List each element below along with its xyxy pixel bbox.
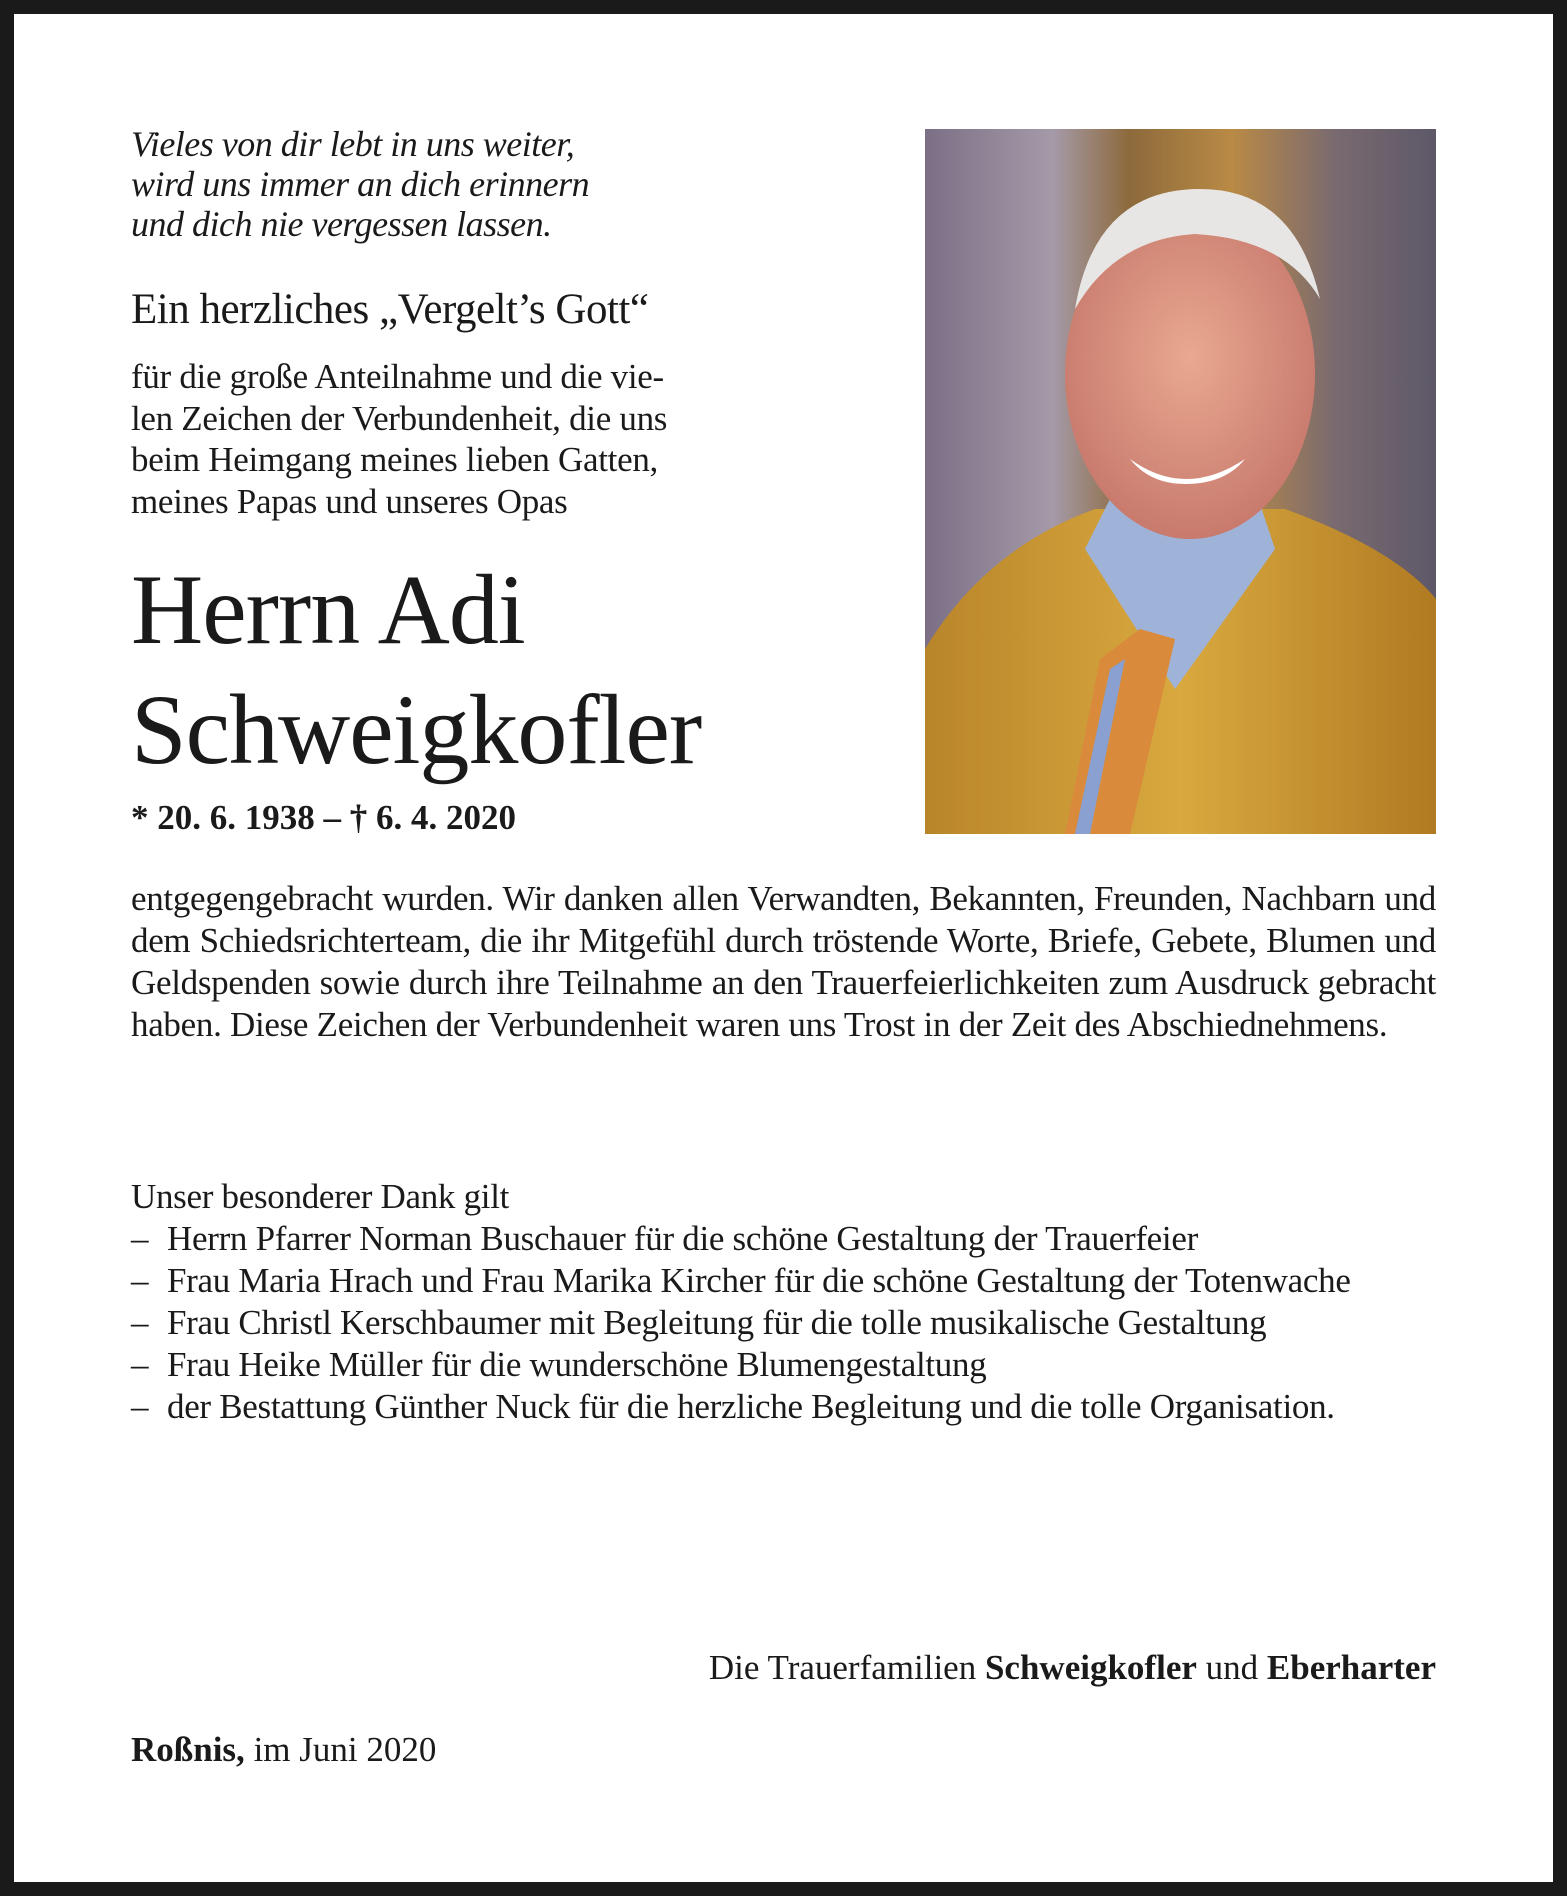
signature xyxy=(709,1648,1436,1688)
motto-line: Vieles von dir lebt in uns weiter, xyxy=(131,124,575,164)
motto-line: und dich nie vergessen lassen. xyxy=(131,204,552,244)
list-item-text: der Bestattung Günther Nuck für die herzliche Begleitung und die tolle Organisation. xyxy=(167,1387,1335,1426)
list-item xyxy=(131,1386,1436,1428)
intro-line: beim Heimgang meines lieben Gatten, xyxy=(131,440,658,479)
dash-marker: – xyxy=(131,1219,149,1258)
name-line: Herrn Adi xyxy=(131,554,525,665)
signature-and: und xyxy=(1205,1648,1259,1687)
dash-marker: – xyxy=(131,1261,149,1300)
dash-marker: – xyxy=(131,1387,149,1426)
special-heading: Unser besonderer Dank gilt xyxy=(131,1177,510,1216)
list-item-text: Frau Maria Hrach und Frau Marika Kircher für die schöne Gestaltung der Totenwache xyxy=(167,1261,1351,1300)
name-line: Schweigkofler xyxy=(131,674,702,785)
list-item xyxy=(131,1218,1436,1260)
special-thanks-list xyxy=(131,1218,1436,1428)
family-name: Eberharter xyxy=(1266,1648,1436,1687)
dash-marker: – xyxy=(131,1303,149,1342)
list-item-text: Herrn Pfarrer Norman Buschauer für die schöne Gestaltung der Trauerfeier xyxy=(167,1219,1198,1258)
list-item-text: Frau Christl Kerschbaumer mit Begleitung für die tolle musikalische Gestaltung xyxy=(167,1303,1267,1342)
place-name: Roßnis, xyxy=(131,1730,245,1769)
special-thanks xyxy=(131,1176,1436,1428)
intro-line: für die große Anteilnahme und die vie- xyxy=(131,357,664,396)
body-text: entgegengebracht wurden. Wir danken allen Verwandten, Bekannten, Freunden, Nachbarn und dem Schiedsrichterteam, die ihr Mitgefühl durch tröstende Worte, Briefe, Gebete, Blumen und Geldspenden sowie durch ihre Teilnahme an den Trauerfeierlichkeiten zum Ausdruck gebracht haben. Diese Zeichen der Verbundenheit waren uns Trost in der Zeit des Abschiednehmens. xyxy=(131,879,1436,1044)
thanks-heading: Ein herzliches „Vergelt’s Gott“ xyxy=(131,286,649,333)
motto-poem xyxy=(131,124,589,244)
intro-text xyxy=(131,356,831,522)
list-item xyxy=(131,1302,1436,1344)
date-text: im Juni 2020 xyxy=(253,1730,437,1769)
dash-marker: – xyxy=(131,1345,149,1384)
place-date xyxy=(131,1730,436,1770)
intro-line: len Zeichen der Verbundenheit, die uns xyxy=(131,398,668,438)
intro-line: meines Papas und unseres Opas xyxy=(131,481,568,521)
list-item xyxy=(131,1344,1436,1386)
signature-prefix: Die Trauerfamilien xyxy=(708,1648,977,1687)
family-name: Schweigkofler xyxy=(984,1648,1197,1687)
motto-line: wird uns immer an dich erinnern xyxy=(131,164,590,204)
portrait-photo xyxy=(925,129,1436,834)
deceased-name xyxy=(131,550,701,790)
life-dates: * 20. 6. 1938 – † 6. 4. 2020 xyxy=(131,798,516,837)
list-item xyxy=(131,1260,1436,1302)
list-item-text: Frau Heike Müller für die wunderschöne Blumengestaltung xyxy=(167,1345,987,1384)
